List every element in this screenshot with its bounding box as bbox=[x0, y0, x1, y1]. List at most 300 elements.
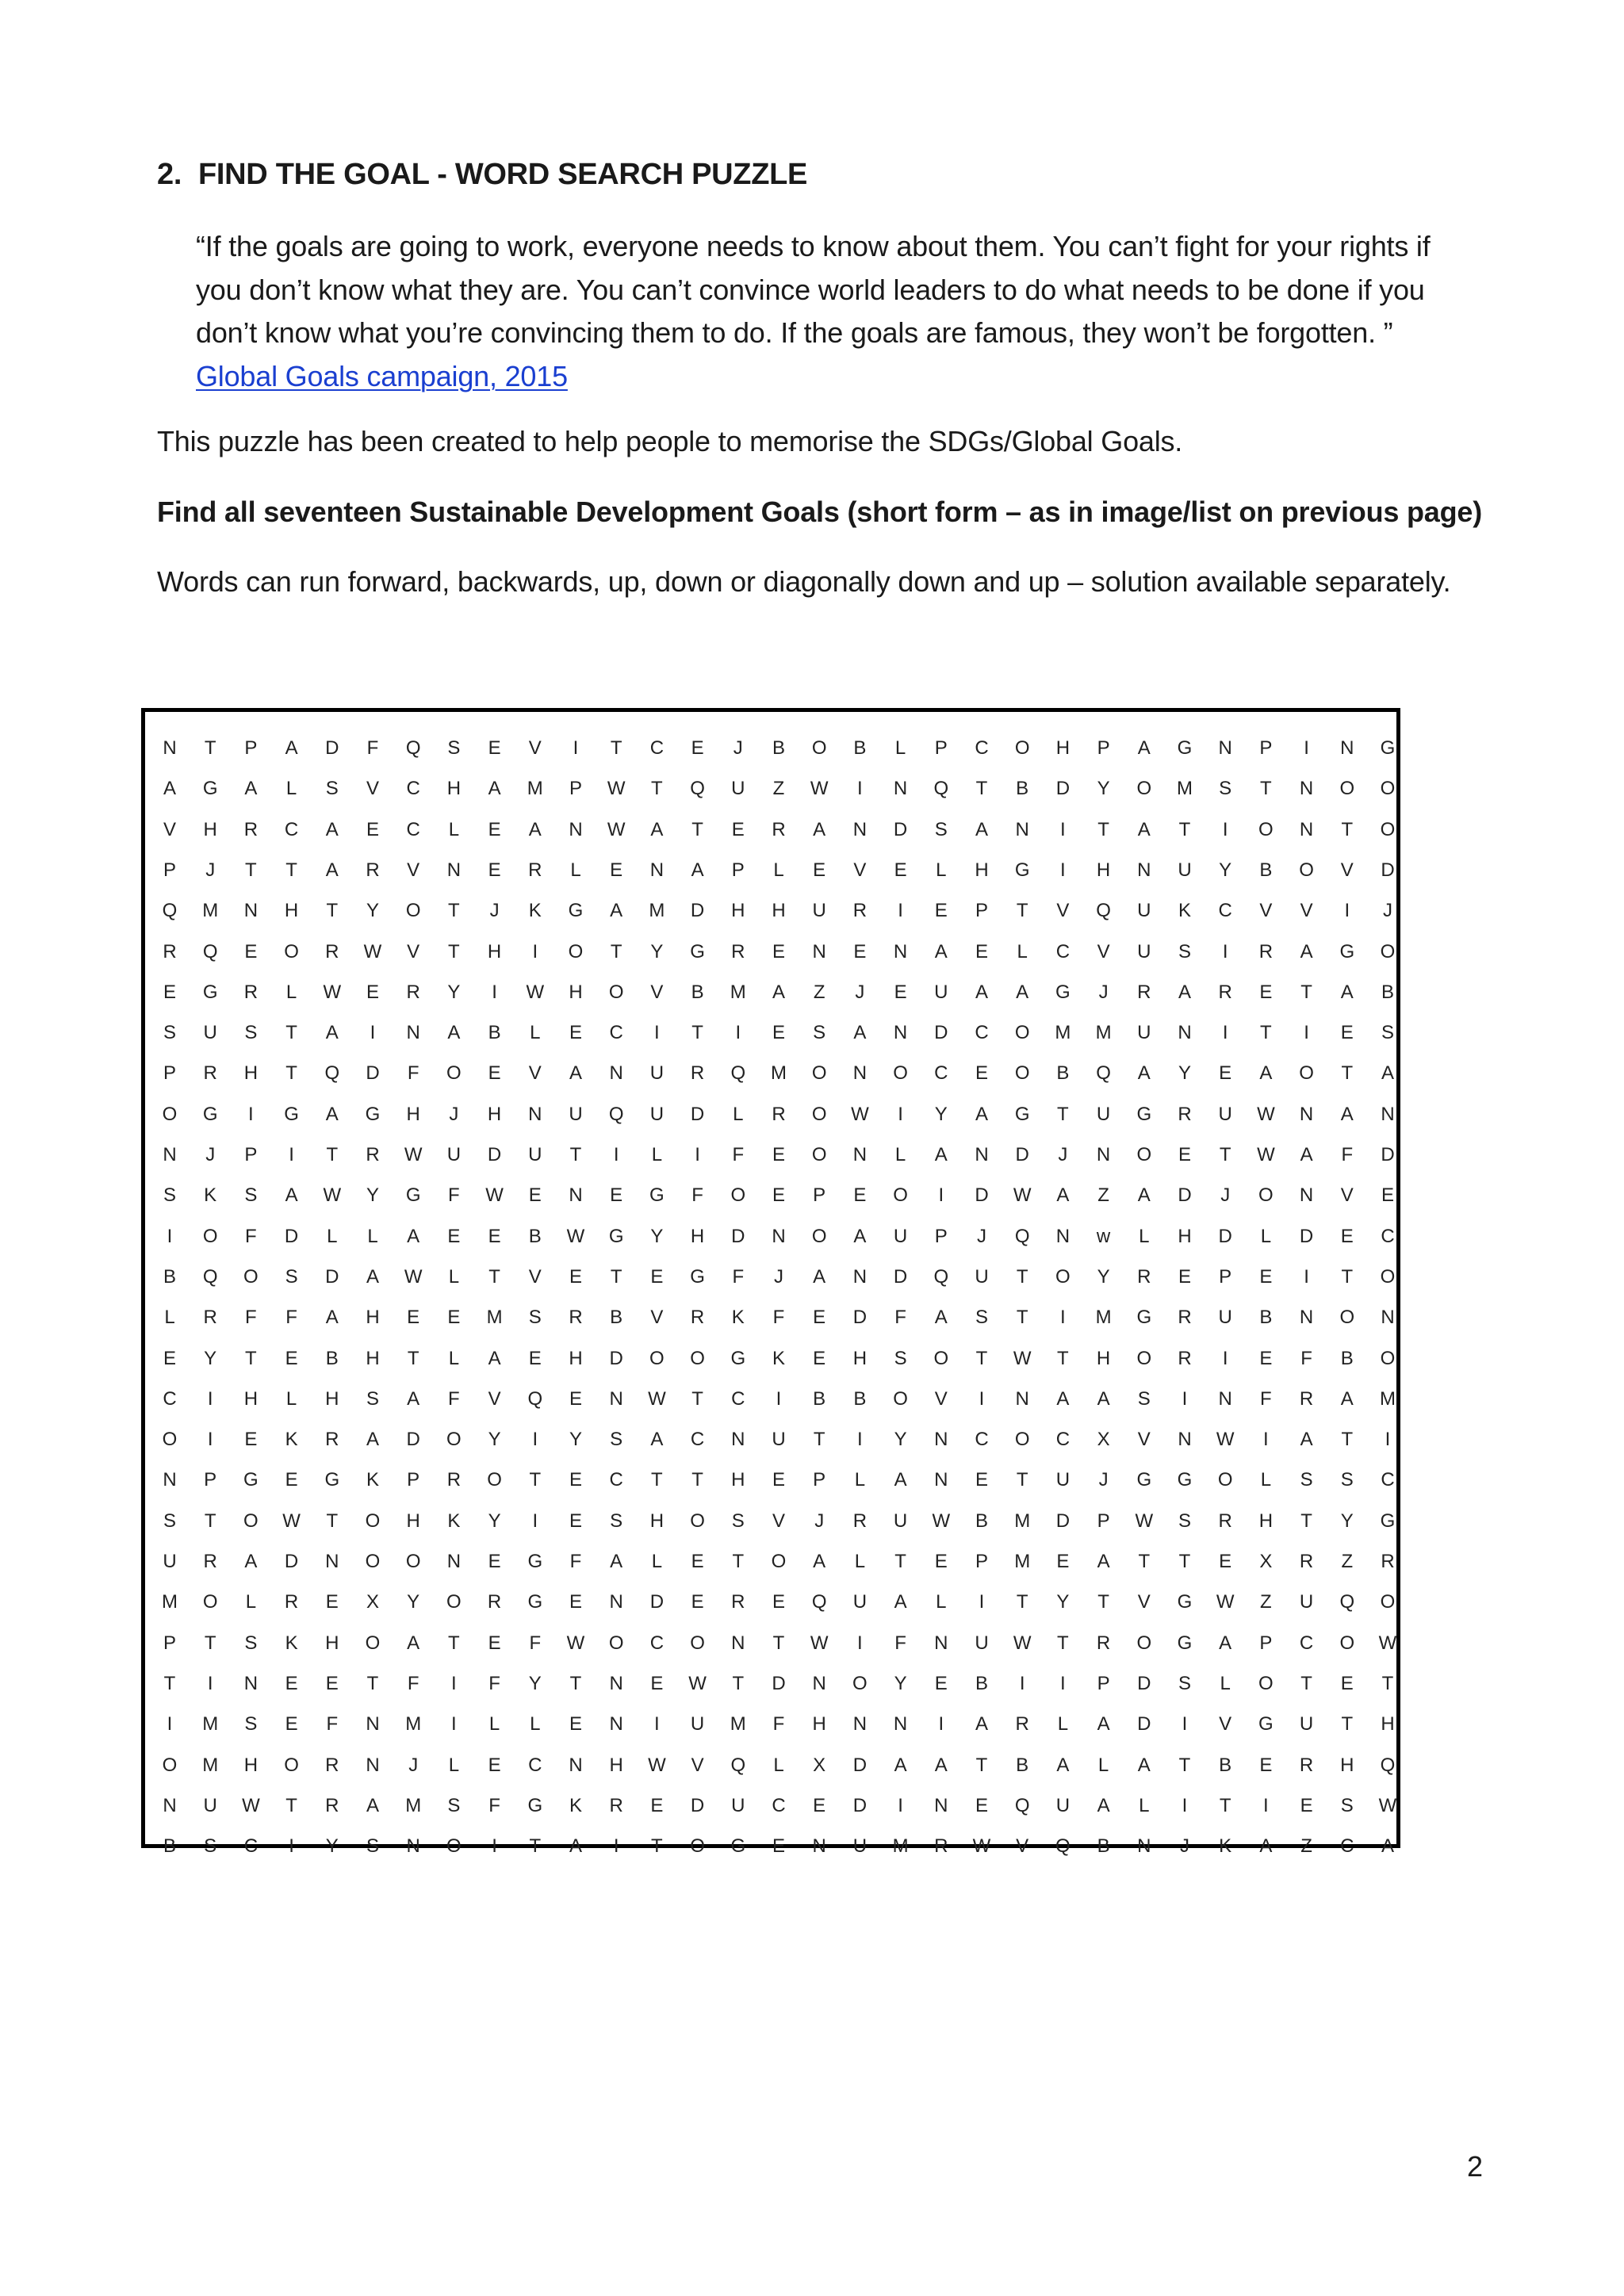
grid-letter: N bbox=[1299, 1103, 1314, 1125]
grid-letter: S bbox=[204, 1835, 217, 1858]
grid-letter: V bbox=[1137, 1429, 1151, 1451]
grid-letter: I bbox=[1182, 1713, 1188, 1735]
grid-letter: J bbox=[1383, 900, 1392, 922]
grid-letter: N bbox=[731, 1429, 745, 1451]
grid-letter: V bbox=[1056, 900, 1070, 922]
grid-letter: P bbox=[163, 1632, 176, 1654]
grid-letter: O bbox=[811, 737, 827, 759]
grid-letter: W bbox=[1378, 1632, 1397, 1654]
grid-letter: N bbox=[975, 1144, 989, 1165]
grid-letter: G bbox=[1177, 1591, 1193, 1613]
grid-letter: G bbox=[1136, 1307, 1152, 1329]
grid-row bbox=[145, 890, 1396, 931]
grid-letter: L bbox=[570, 859, 581, 881]
grid-letter: P bbox=[1219, 1265, 1232, 1288]
grid-letter: Y bbox=[894, 1429, 907, 1451]
grid-letter: A bbox=[1259, 1062, 1273, 1085]
grid-letter: R bbox=[1218, 981, 1232, 1003]
grid-row bbox=[145, 728, 1396, 768]
grid-letter: M bbox=[730, 981, 746, 1003]
grid-letter: S bbox=[813, 1022, 826, 1044]
grid-letter: S bbox=[1381, 1022, 1394, 1044]
grid-letter: A bbox=[853, 1225, 867, 1247]
grid-letter: N bbox=[934, 1429, 948, 1451]
grid-letter: Q bbox=[933, 1265, 949, 1288]
grid-letter: G bbox=[1136, 1103, 1152, 1125]
grid-letter: Y bbox=[569, 1429, 582, 1451]
grid-letter: I bbox=[1182, 1794, 1188, 1816]
grid-letter: W bbox=[932, 1510, 951, 1532]
grid-letter: N bbox=[569, 1184, 583, 1207]
grid-letter: L bbox=[1017, 940, 1028, 962]
grid-letter: O bbox=[365, 1510, 381, 1532]
grid-letter: V bbox=[1340, 859, 1354, 881]
grid-letter: C bbox=[609, 1469, 623, 1491]
grid-letter: O bbox=[365, 1551, 381, 1572]
grid-letter: T bbox=[1057, 1103, 1069, 1125]
grid-row bbox=[145, 1663, 1396, 1704]
quote-line-3: don’t know what you’re convincing them to do. If the goals are famous, they won’t be forgotten. ” bbox=[196, 316, 1393, 349]
grid-letter: T bbox=[407, 1347, 419, 1369]
grid-letter: K bbox=[285, 1632, 298, 1654]
section-heading bbox=[157, 158, 807, 192]
grid-letter: Y bbox=[650, 940, 664, 962]
grid-letter: P bbox=[204, 1469, 217, 1491]
grid-row bbox=[145, 1257, 1396, 1297]
grid-letter: E bbox=[772, 1144, 785, 1165]
quote-source-link[interactable]: Global Goals campaign, 2015 bbox=[196, 359, 568, 392]
grid-letter: N bbox=[528, 1103, 542, 1125]
grid-letter: L bbox=[285, 1387, 297, 1410]
grid-letter: O bbox=[1380, 1347, 1396, 1369]
grid-letter: E bbox=[569, 1387, 582, 1410]
grid-letter: E bbox=[934, 1551, 948, 1572]
grid-letter: B bbox=[1259, 1307, 1273, 1329]
grid-letter: C bbox=[649, 737, 665, 759]
grid-letter: S bbox=[1219, 778, 1232, 800]
grid-letter: Q bbox=[730, 1754, 746, 1776]
grid-letter: A bbox=[813, 818, 826, 840]
grid-letter: V bbox=[407, 940, 420, 962]
grid-letter: P bbox=[569, 778, 582, 800]
grid-letter: K bbox=[447, 1510, 461, 1532]
grid-letter: H bbox=[366, 1347, 380, 1369]
grid-letter: Y bbox=[528, 1672, 542, 1694]
grid-letter: D bbox=[284, 1551, 299, 1572]
grid-letter: N bbox=[1178, 1022, 1192, 1044]
grid-letter: B bbox=[1016, 1754, 1029, 1776]
grid-letter: T bbox=[285, 1062, 297, 1085]
grid-letter: W bbox=[1378, 1794, 1397, 1816]
grid-letter: R bbox=[852, 900, 868, 922]
grid-letter: U bbox=[1218, 1307, 1232, 1329]
grid-letter: I bbox=[1182, 1387, 1188, 1410]
grid-letter: S bbox=[366, 1835, 379, 1858]
grid-letter: L bbox=[651, 1551, 663, 1572]
grid-letter: D bbox=[1055, 1510, 1071, 1532]
grid-letter: D bbox=[325, 737, 339, 759]
grid-letter: B bbox=[325, 1347, 339, 1369]
grid-letter: A bbox=[1097, 1387, 1110, 1410]
grid-letter: J bbox=[1058, 1144, 1068, 1165]
grid-letter: V bbox=[366, 778, 379, 800]
grid-letter: G bbox=[608, 1225, 624, 1247]
grid-letter: R bbox=[772, 1103, 786, 1125]
grid-letter: I bbox=[1222, 940, 1228, 962]
grid-letter: Q bbox=[730, 1062, 746, 1085]
grid-letter: T bbox=[448, 900, 460, 922]
grid-letter: J bbox=[1220, 1184, 1231, 1207]
grid-letter: U bbox=[975, 1632, 989, 1654]
grid-letter: I bbox=[898, 1794, 903, 1816]
grid-letter: B bbox=[1340, 1347, 1354, 1369]
grid-letter: G bbox=[1177, 737, 1193, 759]
grid-letter: U bbox=[528, 1144, 542, 1165]
grid-letter: J bbox=[977, 1225, 986, 1247]
grid-letter: W bbox=[485, 1184, 504, 1207]
grid-letter: M bbox=[1014, 1551, 1031, 1572]
grid-letter: G bbox=[324, 1469, 340, 1491]
grid-row bbox=[145, 1704, 1396, 1744]
grid-letter: O bbox=[243, 1510, 259, 1532]
grid-letter: H bbox=[1178, 1225, 1192, 1247]
grid-letter: A bbox=[163, 778, 176, 800]
grid-letter: N bbox=[772, 1225, 786, 1247]
grid-letter: W bbox=[1216, 1429, 1235, 1451]
grid-letter: E bbox=[1340, 1022, 1354, 1044]
grid-letter: P bbox=[163, 1062, 176, 1085]
grid-letter: T bbox=[772, 1632, 785, 1654]
grid-letter: G bbox=[202, 1103, 218, 1125]
grid-letter: O bbox=[811, 1144, 827, 1165]
grid-letter: T bbox=[813, 1429, 825, 1451]
grid-letter: T bbox=[488, 1265, 500, 1288]
grid-letter: C bbox=[1381, 1225, 1395, 1247]
grid-letter: D bbox=[893, 818, 908, 840]
grid-letter: U bbox=[1055, 1794, 1071, 1816]
grid-letter: E bbox=[1259, 1265, 1273, 1288]
grid-letter: A bbox=[1056, 1754, 1070, 1776]
grid-letter: E bbox=[366, 981, 379, 1003]
grid-letter: A bbox=[1178, 981, 1191, 1003]
grid-letter: F bbox=[366, 737, 379, 759]
grid-letter: D bbox=[1015, 1144, 1029, 1165]
grid-letter: A bbox=[325, 818, 339, 840]
grid-letter: L bbox=[773, 1754, 784, 1776]
grid-letter: R bbox=[243, 981, 259, 1003]
grid-letter: T bbox=[610, 1265, 622, 1288]
grid-letter: I bbox=[1222, 818, 1228, 840]
grid-letter: E bbox=[772, 1184, 785, 1207]
grid-letter: H bbox=[203, 818, 217, 840]
grid-letter: R bbox=[487, 1591, 502, 1613]
grid-letter: P bbox=[1259, 1632, 1273, 1654]
grid-letter: V bbox=[1300, 900, 1313, 922]
grid-letter: W bbox=[363, 940, 382, 962]
grid-letter: N bbox=[852, 1062, 868, 1085]
grid-letter: O bbox=[284, 1754, 299, 1776]
grid-letter: U bbox=[1299, 1591, 1314, 1613]
grid-letter: V bbox=[528, 1062, 542, 1085]
grid-letter: I bbox=[451, 1713, 457, 1735]
grid-letter: C bbox=[690, 1429, 705, 1451]
grid-letter: T bbox=[1138, 1551, 1151, 1572]
grid-letter: A bbox=[1056, 1184, 1070, 1207]
grid-letter: V bbox=[691, 1754, 704, 1776]
grid-letter: C bbox=[406, 778, 420, 800]
grid-letter: A bbox=[407, 1632, 420, 1654]
grid-letter: L bbox=[733, 1103, 744, 1125]
grid-letter: H bbox=[649, 1510, 665, 1532]
grid-letter: A bbox=[569, 1062, 582, 1085]
grid-letter: E bbox=[813, 1794, 826, 1816]
grid-letter: Z bbox=[772, 778, 785, 800]
grid-letter: Y bbox=[934, 1103, 948, 1125]
grid-letter: P bbox=[813, 1469, 826, 1491]
grid-letter: W bbox=[323, 1184, 342, 1207]
grid-letter: I bbox=[573, 737, 579, 759]
grid-letter: Q bbox=[1014, 1225, 1030, 1247]
grid-letter: L bbox=[245, 1591, 257, 1613]
grid-letter: M bbox=[486, 1307, 503, 1329]
grid-letter: E bbox=[1259, 1347, 1273, 1369]
grid-letter: N bbox=[852, 1144, 868, 1165]
grid-letter: S bbox=[285, 1265, 298, 1288]
grid-letter: T bbox=[732, 1551, 745, 1572]
grid-letter: T bbox=[1341, 1713, 1354, 1735]
grid-letter: T bbox=[245, 859, 257, 881]
grid-letter: U bbox=[1055, 1469, 1071, 1491]
grid-letter: O bbox=[1014, 737, 1030, 759]
grid-letter: R bbox=[203, 1551, 217, 1572]
grid-letter: E bbox=[1178, 1144, 1191, 1165]
grid-letter: U bbox=[1096, 1103, 1111, 1125]
grid-letter: I bbox=[492, 981, 497, 1003]
grid-letter: M bbox=[202, 900, 219, 922]
grid-letter: U bbox=[934, 981, 948, 1003]
grid-letter: F bbox=[1300, 1347, 1312, 1369]
grid-letter: G bbox=[690, 1265, 705, 1288]
grid-letter: H bbox=[731, 900, 745, 922]
grid-letter: L bbox=[1057, 1713, 1069, 1735]
grid-letter: T bbox=[691, 818, 703, 840]
grid-letter: M bbox=[1380, 1387, 1396, 1410]
grid-letter: O bbox=[1014, 1429, 1030, 1451]
grid-letter: Y bbox=[488, 1429, 501, 1451]
grid-letter: O bbox=[405, 900, 421, 922]
grid-letter: O bbox=[487, 1469, 502, 1491]
grid-letter: W bbox=[648, 1387, 666, 1410]
grid-letter: N bbox=[1299, 818, 1314, 840]
grid-letter: N bbox=[1299, 1307, 1314, 1329]
grid-letter: N bbox=[1055, 1225, 1071, 1247]
grid-letter: I bbox=[654, 1022, 660, 1044]
grid-letter: S bbox=[244, 1184, 258, 1207]
grid-letter: E bbox=[975, 1794, 988, 1816]
grid-letter: F bbox=[326, 1713, 339, 1735]
grid-letter: E bbox=[772, 940, 785, 962]
grid-letter: T bbox=[1300, 1510, 1312, 1532]
grid-letter: I bbox=[1263, 1429, 1269, 1451]
grid-letter: J bbox=[489, 900, 500, 922]
grid-letter: S bbox=[163, 1022, 176, 1044]
grid-row bbox=[145, 1582, 1396, 1622]
grid-letter: C bbox=[163, 1387, 177, 1410]
grid-letter: B bbox=[1259, 859, 1273, 881]
grid-letter: D bbox=[893, 1265, 908, 1288]
grid-letter: S bbox=[366, 1387, 379, 1410]
grid-letter: N bbox=[1218, 1387, 1232, 1410]
grid-letter: H bbox=[243, 1754, 259, 1776]
grid-letter: M bbox=[405, 1713, 422, 1735]
grid-letter: O bbox=[202, 1225, 218, 1247]
grid-letter: O bbox=[568, 940, 584, 962]
grid-letter: E bbox=[1178, 1265, 1191, 1288]
grid-letter: T bbox=[326, 1144, 339, 1165]
grid-letter: R bbox=[366, 859, 380, 881]
grid-letter: A bbox=[813, 1551, 826, 1572]
grid-letter: I bbox=[370, 1022, 376, 1044]
grid-letter: R bbox=[1381, 1551, 1395, 1572]
grid-letter: S bbox=[1178, 940, 1191, 962]
grid-letter: E bbox=[813, 1347, 826, 1369]
grid-letter: F bbox=[772, 1713, 785, 1735]
grid-letter: G bbox=[1177, 1632, 1193, 1654]
grid-letter: W bbox=[1257, 1144, 1275, 1165]
grid-letter: O bbox=[1380, 778, 1396, 800]
grid-letter: W bbox=[810, 778, 829, 800]
grid-letter: A bbox=[772, 981, 785, 1003]
grid-letter: F bbox=[894, 1632, 906, 1654]
grid-letter: O bbox=[446, 1062, 462, 1085]
grid-letter: L bbox=[936, 859, 947, 881]
grid-letter: D bbox=[1218, 1225, 1232, 1247]
grid-letter: W bbox=[607, 818, 626, 840]
grid-letter: E bbox=[691, 737, 704, 759]
grid-letter: K bbox=[772, 1347, 785, 1369]
grid-letter: E bbox=[853, 940, 867, 962]
grid-letter: K bbox=[528, 900, 542, 922]
section-number: 2. bbox=[157, 158, 182, 191]
grid-letter: E bbox=[569, 1022, 582, 1044]
grid-letter: G bbox=[568, 900, 584, 922]
grid-letter: U bbox=[163, 1551, 177, 1572]
grid-letter: L bbox=[1260, 1225, 1272, 1247]
grid-letter: H bbox=[1381, 1713, 1395, 1735]
grid-letter: N bbox=[569, 818, 583, 840]
grid-letter: M bbox=[1055, 1022, 1071, 1044]
grid-letter: Q bbox=[608, 1103, 624, 1125]
grid-letter: Y bbox=[407, 1591, 420, 1613]
grid-letter: Q bbox=[162, 900, 178, 922]
grid-letter: O bbox=[1136, 778, 1152, 800]
grid-letter: H bbox=[1096, 1347, 1111, 1369]
grid-letter: I bbox=[1019, 1672, 1025, 1694]
grid-letter: G bbox=[365, 1103, 381, 1125]
grid-letter: G bbox=[527, 1551, 543, 1572]
grid-letter: T bbox=[691, 1022, 703, 1044]
directions-paragraph: Words can run forward, backwards, up, down or diagonally down and up – solution available separately. bbox=[157, 565, 1451, 598]
grid-letter: N bbox=[609, 1672, 623, 1694]
grid-letter: B bbox=[853, 737, 867, 759]
grid-letter: A bbox=[1300, 1429, 1313, 1451]
grid-letter: W bbox=[648, 1754, 666, 1776]
grid-row bbox=[145, 1460, 1396, 1500]
grid-letter: P bbox=[813, 1184, 826, 1207]
grid-letter: G bbox=[649, 1184, 665, 1207]
grid-letter: V bbox=[488, 1387, 501, 1410]
grid-letter: T bbox=[1016, 1265, 1028, 1288]
grid-letter: O bbox=[690, 1835, 705, 1858]
grid-letter: B bbox=[813, 1387, 826, 1410]
grid-letter: N bbox=[893, 778, 908, 800]
grid-letter: T bbox=[448, 1632, 460, 1654]
grid-letter: D bbox=[1137, 1713, 1151, 1735]
grid-letter: O bbox=[162, 1754, 178, 1776]
grid-letter: O bbox=[202, 1591, 218, 1613]
grid-row bbox=[145, 1012, 1396, 1053]
grid-letter: W bbox=[404, 1144, 423, 1165]
grid-letter: I bbox=[1060, 859, 1066, 881]
grid-letter: D bbox=[649, 1591, 665, 1613]
grid-letter: E bbox=[528, 1184, 542, 1207]
grid-letter: D bbox=[690, 900, 705, 922]
grid-letter: W bbox=[1216, 1591, 1235, 1613]
grid-letter: W bbox=[1013, 1632, 1032, 1654]
grid-letter: D bbox=[1055, 778, 1071, 800]
grid-letter: C bbox=[1055, 940, 1071, 962]
grid-letter: T bbox=[975, 1754, 988, 1776]
grid-letter: Q bbox=[202, 940, 218, 962]
grid-letter: Z bbox=[1260, 1591, 1272, 1613]
grid-letter: A bbox=[894, 1754, 907, 1776]
grid-letter: A bbox=[366, 1794, 379, 1816]
quote-line-1: “If the goals are going to work, everyone needs to know about them. You can’t fight for your rights if bbox=[196, 230, 1431, 262]
grid-letter: H bbox=[406, 1510, 420, 1532]
grid-letter: A bbox=[285, 737, 298, 759]
grid-letter: X bbox=[1259, 1551, 1273, 1572]
grid-letter: L bbox=[285, 981, 297, 1003]
grid-letter: D bbox=[366, 1062, 380, 1085]
grid-letter: L bbox=[448, 1265, 460, 1288]
grid-letter: I bbox=[167, 1713, 173, 1735]
grid-letter: J bbox=[1180, 1835, 1189, 1858]
grid-letter: X bbox=[366, 1591, 379, 1613]
grid-letter: A bbox=[934, 1307, 948, 1329]
grid-letter: T bbox=[1016, 1591, 1028, 1613]
grid-letter: R bbox=[203, 1307, 217, 1329]
grid-letter: E bbox=[285, 1347, 298, 1369]
grid-letter: D bbox=[1381, 1144, 1395, 1165]
grid-letter: N bbox=[366, 1754, 380, 1776]
grid-letter: R bbox=[528, 859, 542, 881]
grid-letter: E bbox=[285, 1469, 298, 1491]
grid-letter: R bbox=[366, 1144, 380, 1165]
grid-letter: S bbox=[894, 1347, 907, 1369]
grid-letter: T bbox=[529, 1469, 542, 1491]
grid-letter: U bbox=[852, 1835, 868, 1858]
grid-letter: N bbox=[1178, 1429, 1192, 1451]
grid-letter: R bbox=[1218, 1510, 1232, 1532]
grid-letter: L bbox=[448, 1754, 460, 1776]
grid-letter: I bbox=[1385, 1429, 1391, 1451]
grid-letter: A bbox=[1340, 981, 1354, 1003]
grid-letter: E bbox=[894, 981, 907, 1003]
grid-letter: G bbox=[243, 1469, 259, 1491]
grid-letter: B bbox=[1016, 778, 1029, 800]
grid-letter: T bbox=[975, 778, 988, 800]
grid-letter: A bbox=[366, 1265, 379, 1288]
